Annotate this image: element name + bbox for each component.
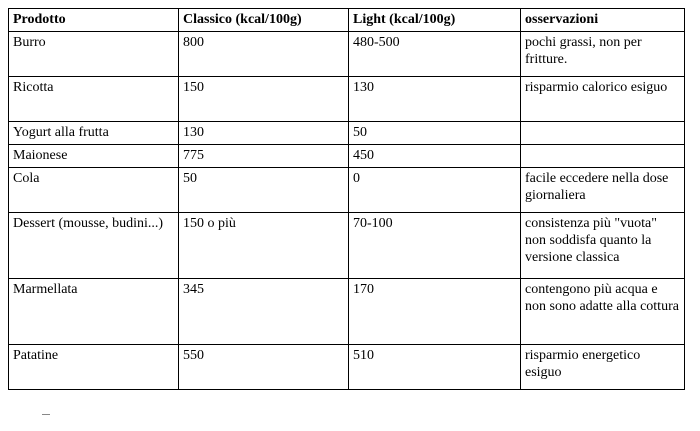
cell-prodotto: Patatine — [9, 345, 179, 390]
table-row — [9, 279, 685, 345]
cell-prodotto: Maionese — [9, 145, 179, 168]
cell-light: 50 — [349, 122, 521, 145]
cell-classico: 50 — [179, 168, 349, 213]
cell-osservazioni: risparmio energetico esiguo — [521, 345, 685, 390]
cell-prodotto: Burro — [9, 32, 179, 77]
cell-osservazioni: facile eccedere nella dose giornaliera — [521, 168, 685, 213]
table-header-row — [9, 9, 685, 32]
table-row — [9, 32, 685, 77]
cell-light: 510 — [349, 345, 521, 390]
table-row — [9, 77, 685, 122]
page-divider — [42, 414, 50, 415]
cell-osservazioni: consistenza più "vuota" non soddisfa quanto la versione classica — [521, 213, 685, 279]
header-prodotto: Prodotto — [9, 9, 179, 32]
cell-classico: 150 — [179, 77, 349, 122]
table-row — [9, 122, 685, 145]
cell-light: 70-100 — [349, 213, 521, 279]
cell-osservazioni — [521, 145, 685, 168]
cell-light: 450 — [349, 145, 521, 168]
cell-osservazioni — [521, 122, 685, 145]
cell-light: 130 — [349, 77, 521, 122]
header-light: Light (kcal/100g) — [349, 9, 521, 32]
cell-light: 0 — [349, 168, 521, 213]
cell-prodotto: Dessert (mousse, budini...) — [9, 213, 179, 279]
cell-classico: 775 — [179, 145, 349, 168]
document-body — [8, 8, 685, 390]
header-classico: Classico (kcal/100g) — [179, 9, 349, 32]
cell-prodotto: Cola — [9, 168, 179, 213]
cell-prodotto: Marmellata — [9, 279, 179, 345]
table-row — [9, 145, 685, 168]
cell-classico: 800 — [179, 32, 349, 77]
cell-osservazioni: pochi grassi, non per fritture. — [521, 32, 685, 77]
cell-prodotto: Yogurt alla frutta — [9, 122, 179, 145]
cell-classico: 345 — [179, 279, 349, 345]
cell-classico: 130 — [179, 122, 349, 145]
table-row — [9, 168, 685, 213]
cell-prodotto: Ricotta — [9, 77, 179, 122]
cell-classico: 550 — [179, 345, 349, 390]
cell-classico: 150 o più — [179, 213, 349, 279]
cell-osservazioni: contengono più acqua e non sono adatte alla cottura — [521, 279, 685, 345]
calorie-comparison-table — [8, 8, 685, 390]
cell-light: 480-500 — [349, 32, 521, 77]
table-row — [9, 345, 685, 390]
header-osservazioni: osservazioni — [521, 9, 685, 32]
cell-osservazioni: risparmio calorico esiguo — [521, 77, 685, 122]
cell-light: 170 — [349, 279, 521, 345]
table-row — [9, 213, 685, 279]
